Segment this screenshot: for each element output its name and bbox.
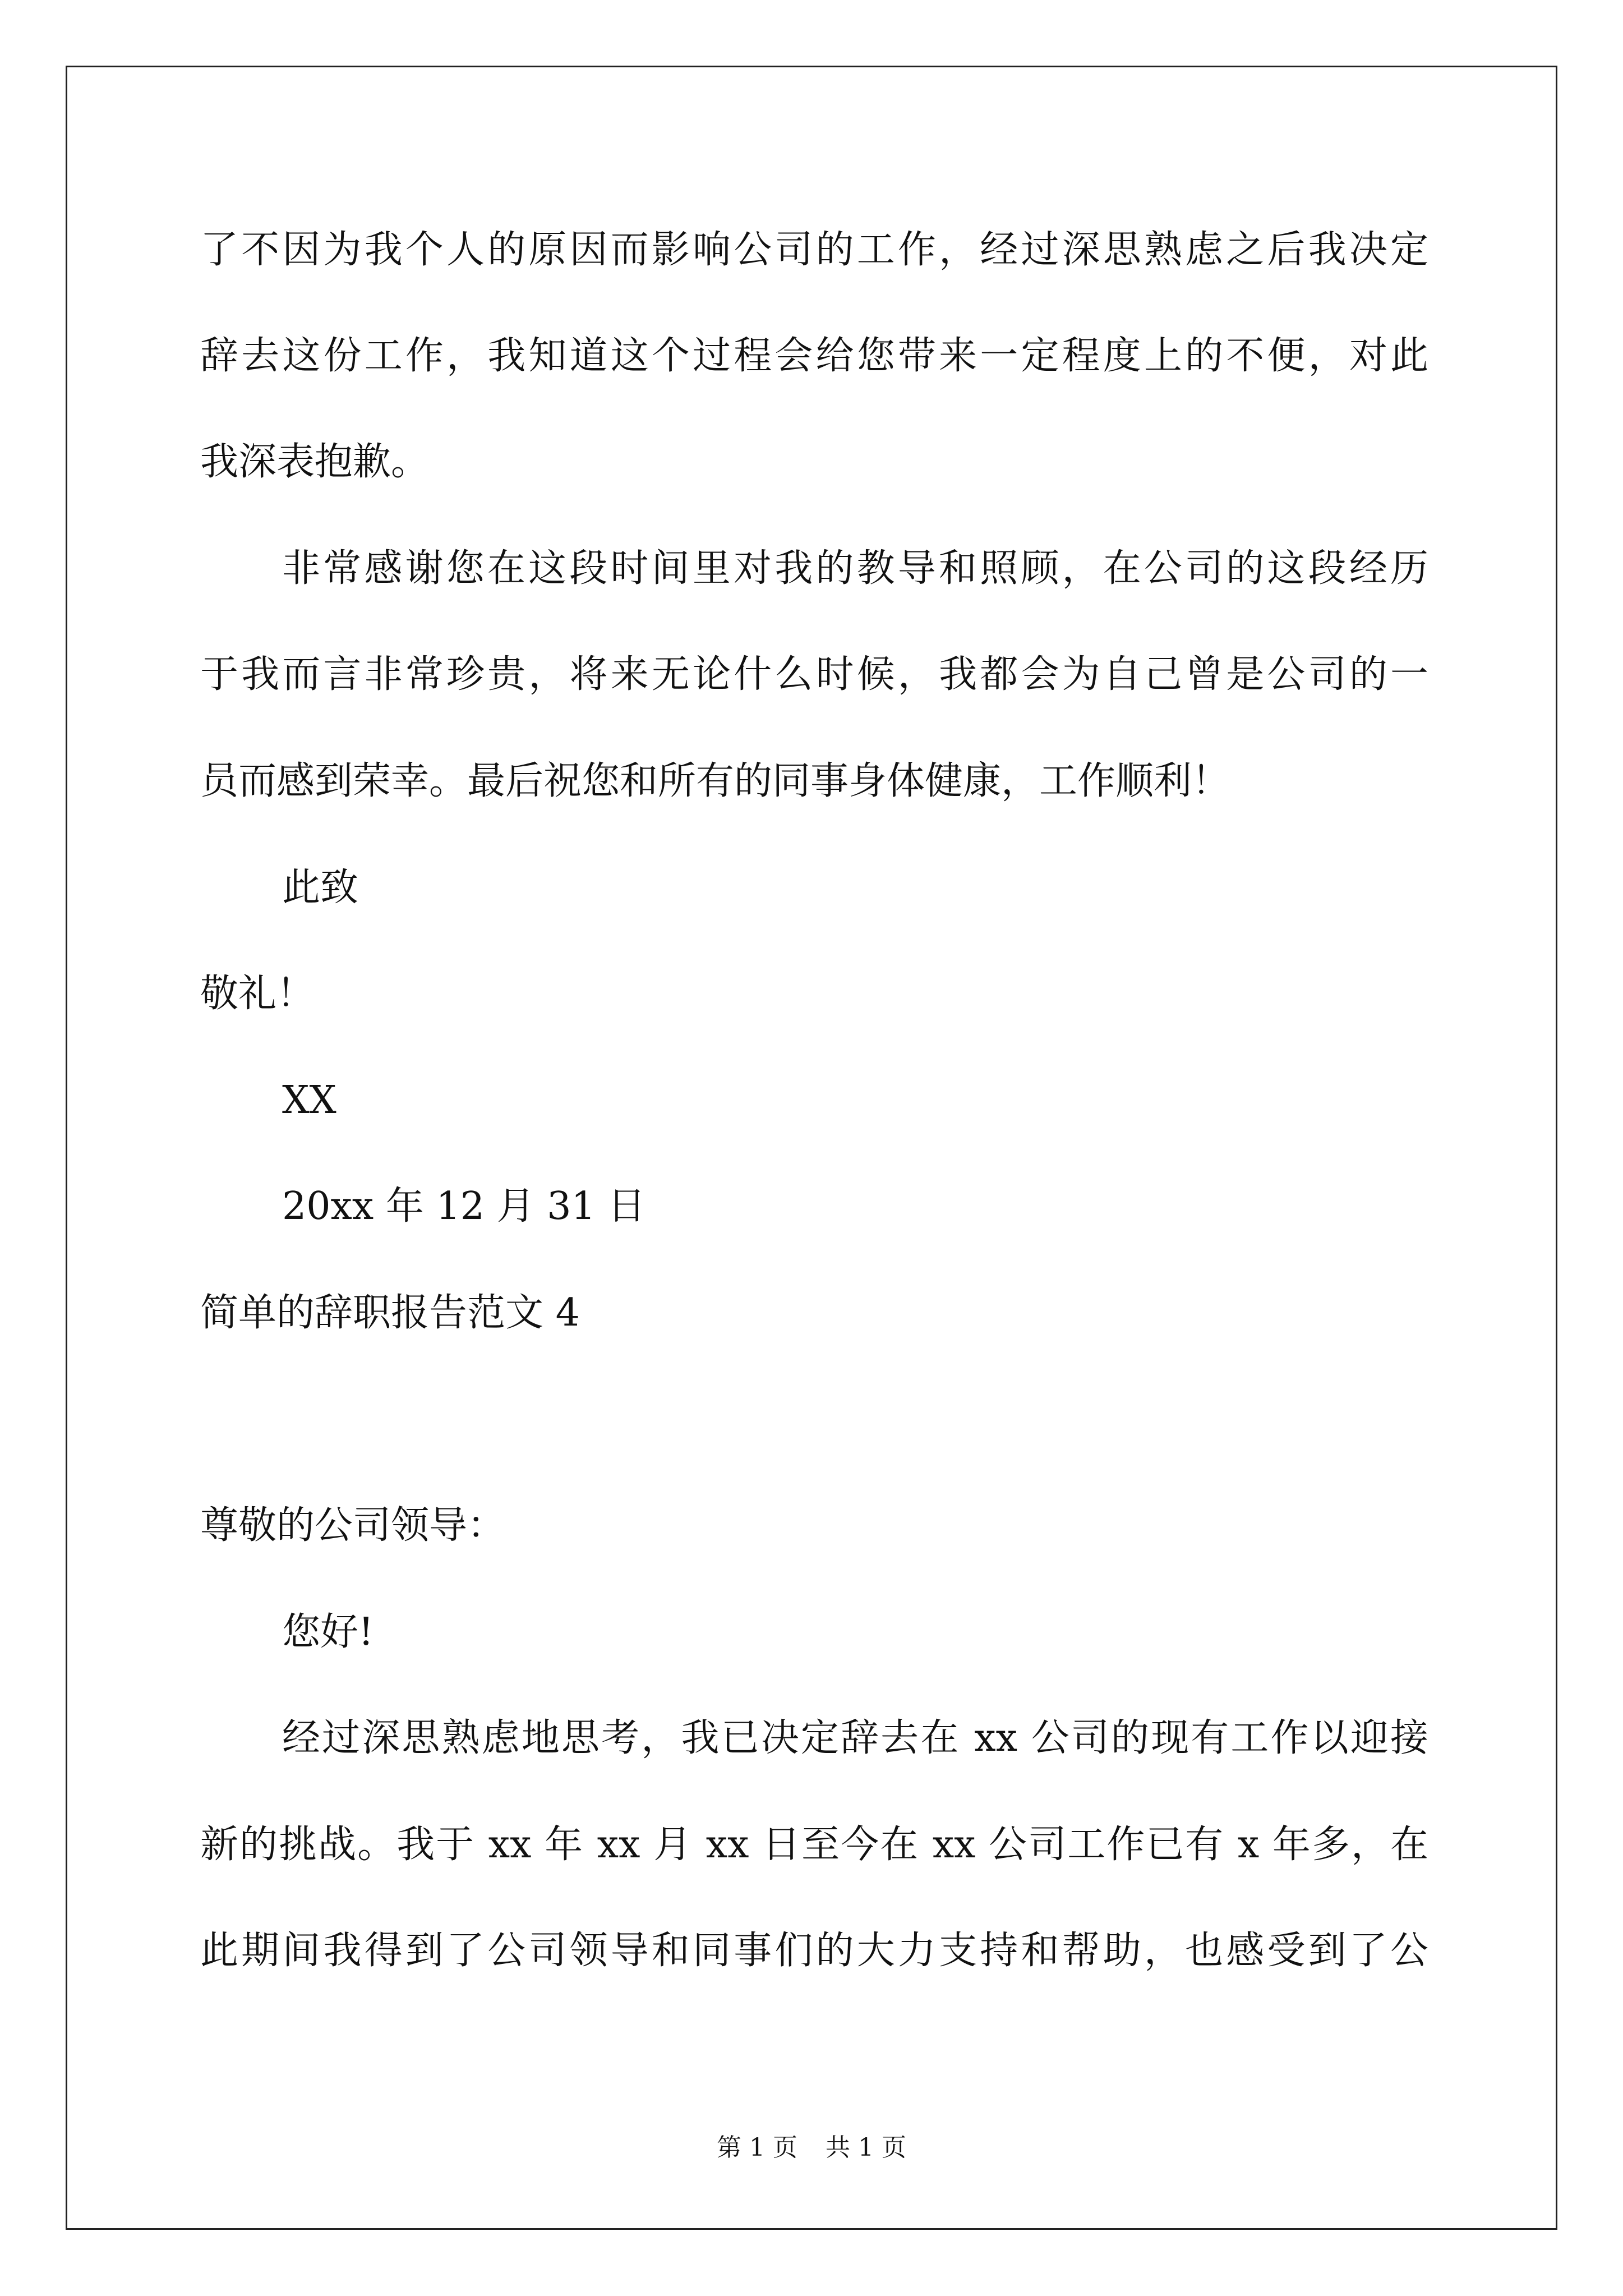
page-number-total: 共 1 页 xyxy=(826,2133,906,2162)
body-line: 辞去这份工作，我知道这个过程会给您带来一定程度上的不便，对此 xyxy=(200,334,1428,378)
body-line: 此期间我得到了公司领导和同事们的大力支持和帮助，也感受到了公 xyxy=(200,1929,1428,1973)
signature-date: 20xx 年 12 月 31 日 xyxy=(282,1184,646,1228)
letter-greeting: 尊敬的公司领导： xyxy=(200,1503,506,1548)
body-line: 经过深思熟虑地思考，我已决定辞去在 xx 公司的现有工作以迎接 xyxy=(282,1716,1428,1760)
body-line: 员而感到荣幸。最后祝您和所有的同事身体健康，工作顺利！ xyxy=(200,759,1230,803)
letter-hello: 您好! xyxy=(282,1610,374,1654)
body-line: 新的挑战。我于 xx 年 xx 月 xx 日至今在 xx 公司工作已有 x 年多，在 xyxy=(200,1823,1428,1867)
body-line: 于我而言非常珍贵，将来无论什么时候，我都会为自己曾是公司的一 xyxy=(200,652,1428,697)
section-heading: 简单的辞职报告范文 4 xyxy=(200,1291,580,1335)
body-line: 非常感谢您在这段时间里对我的教导和照顾，在公司的这段经历 xyxy=(282,546,1428,591)
body-line: 了不因为我个人的原因而影响公司的工作，经过深思熟虑之后我决定 xyxy=(200,228,1428,272)
page-border xyxy=(66,66,1557,2230)
page-footer xyxy=(0,2132,1623,2164)
closing-respect: 敬礼！ xyxy=(200,972,315,1016)
closing-salutation: 此致 xyxy=(282,866,359,910)
page-number-current: 第 1 页 xyxy=(717,2133,797,2162)
signature-name: XX xyxy=(282,1078,336,1122)
body-line: 我深表抱歉。 xyxy=(200,440,430,484)
